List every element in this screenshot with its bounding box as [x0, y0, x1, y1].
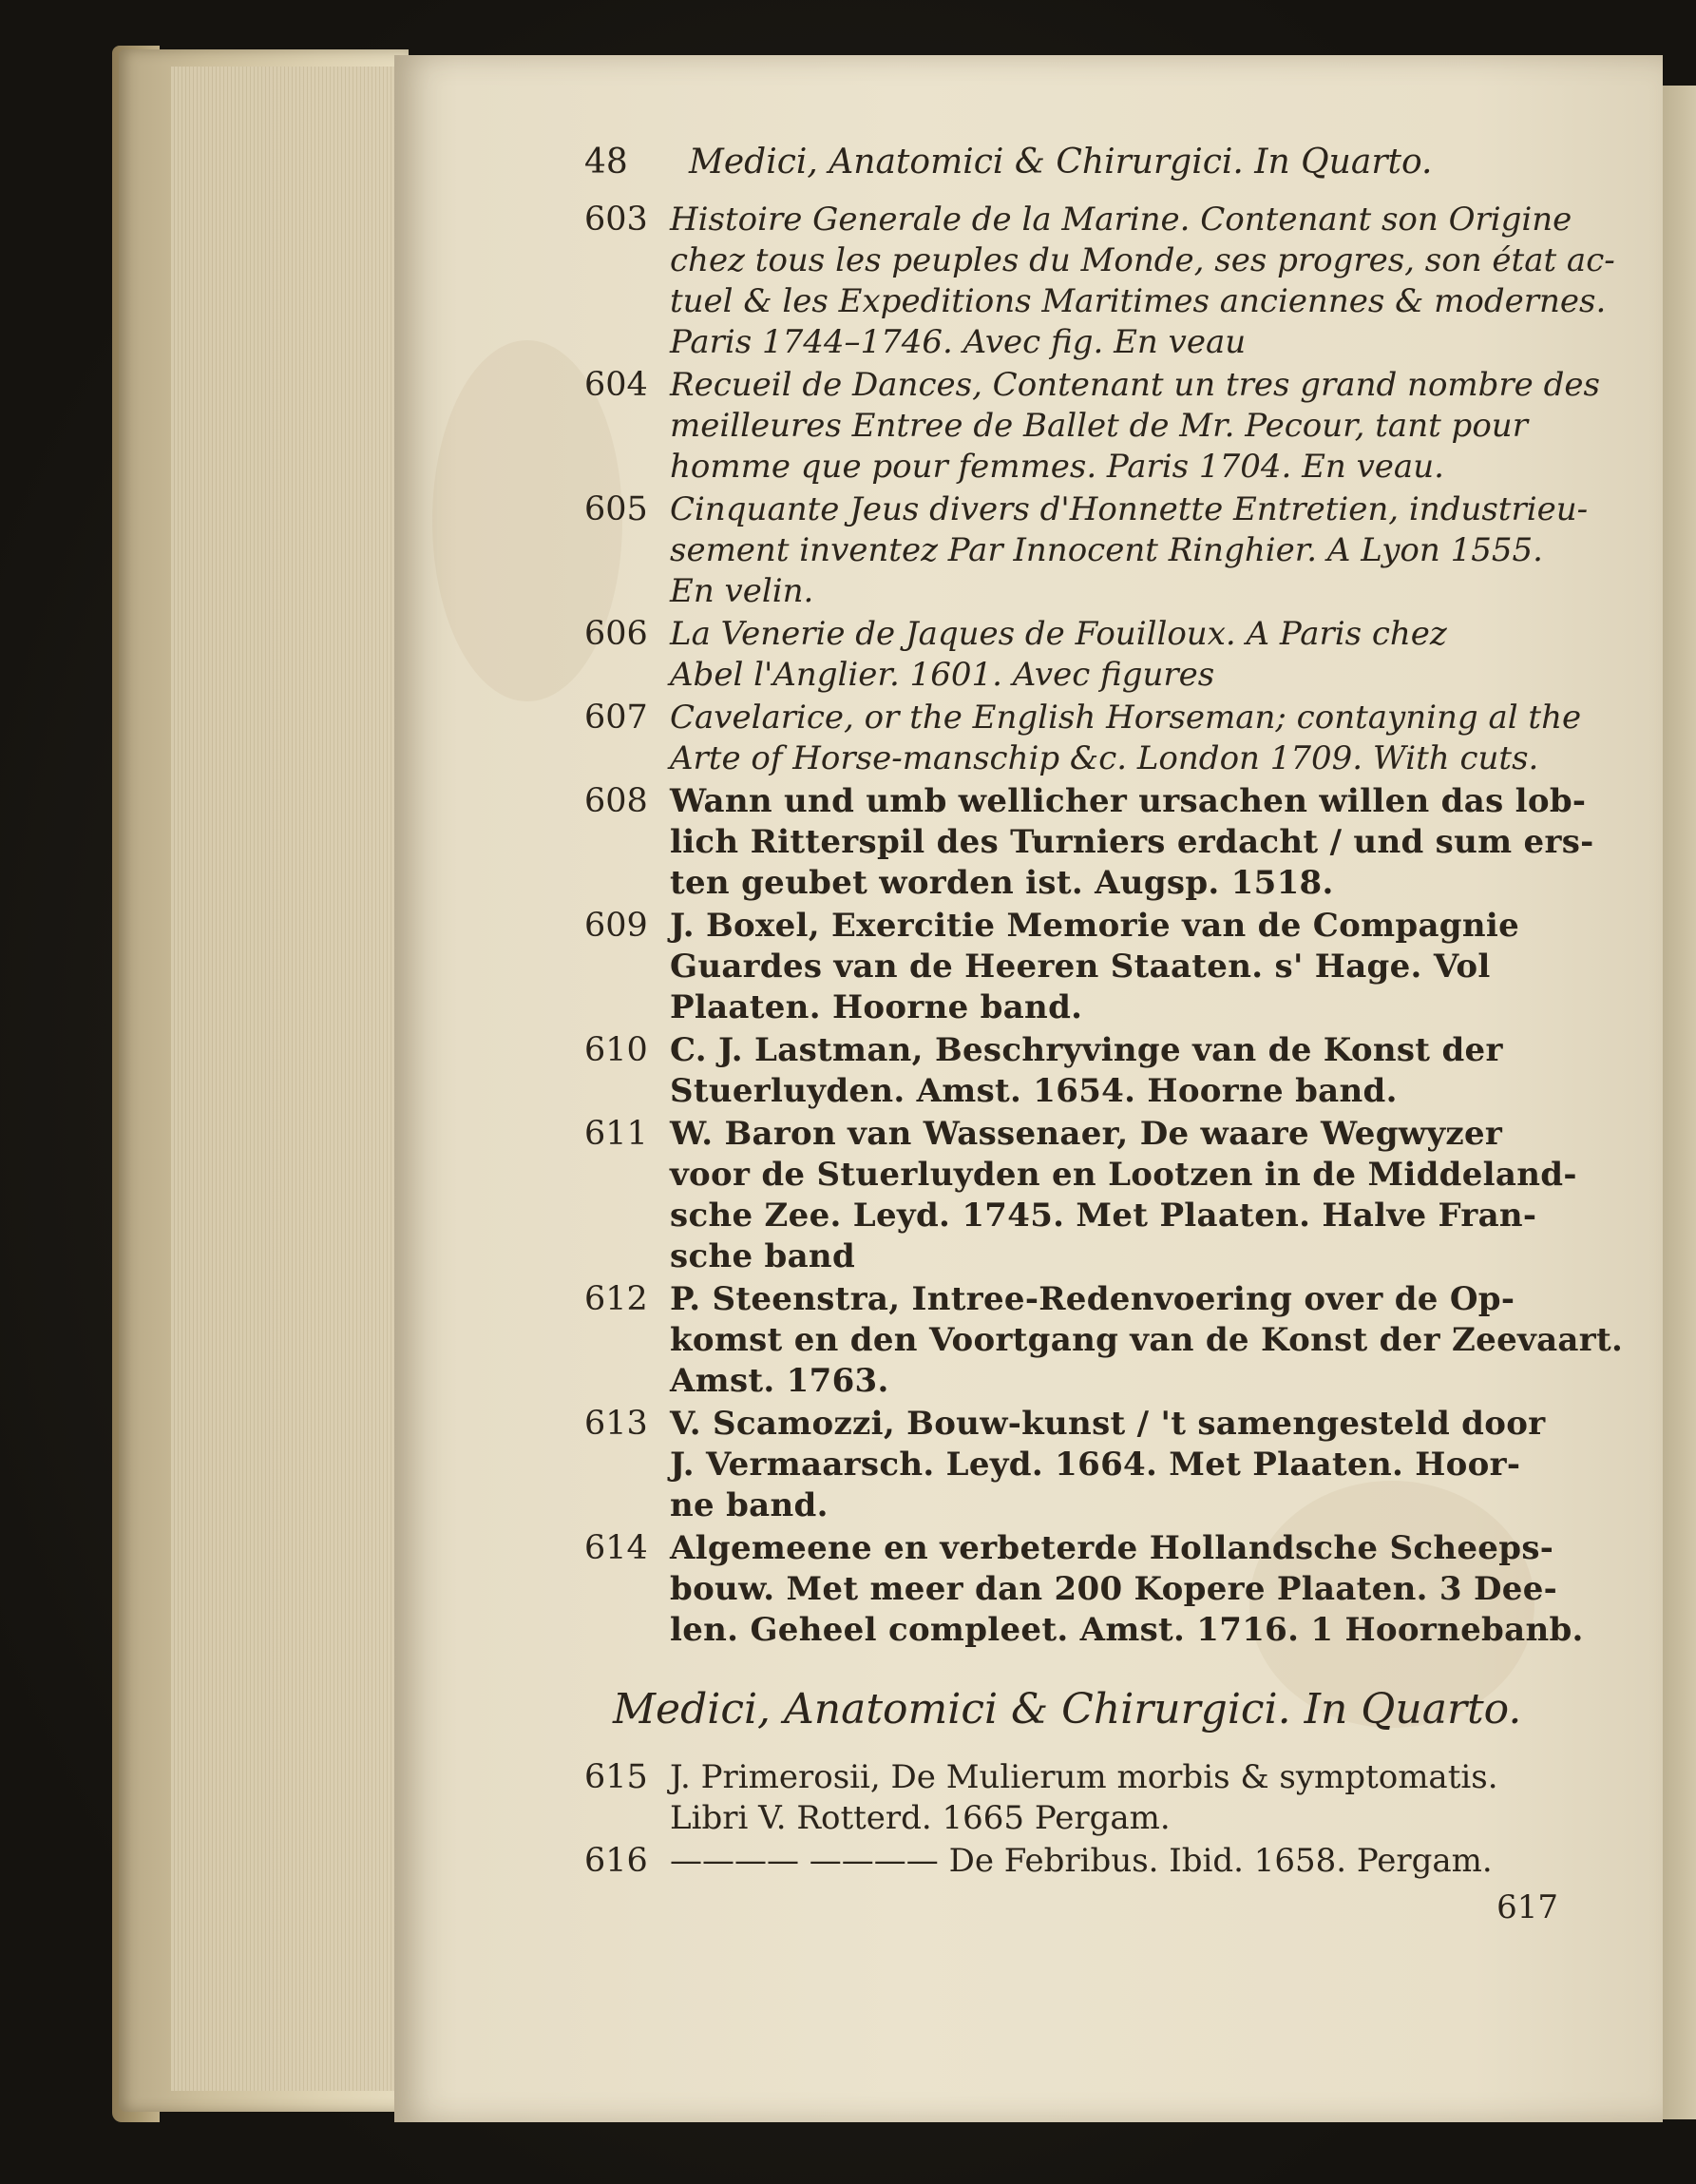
- entry-line: J. Primerosii, De Mulierum morbis & symptomatis.: [670, 1758, 1498, 1796]
- entry-line: Abel l'Anglier. 1601. Avec figures: [670, 656, 1215, 694]
- entry-line: sche Zee. Leyd. 1745. Met Plaaten. Halve Fran-: [670, 1197, 1537, 1235]
- entry-line: komst en den Voortgang van de Konst der Zeevaart.: [670, 1321, 1624, 1359]
- catalog-entry: [584, 365, 1600, 488]
- entry-line: Histoire Generale de la Marine. Contenant son Origine: [670, 201, 1572, 239]
- entry-line: Recueil de Dances, Contenant un tres grand nombre des: [670, 366, 1600, 404]
- entry-line: Plaaten. Hoorne band.: [670, 988, 1083, 1026]
- entry-line: Guardes van de Heeren Staaten. s' Hage. Vol: [670, 948, 1491, 986]
- entry-line: Amst. 1763.: [670, 1362, 889, 1400]
- catalog-entry: [584, 698, 1582, 779]
- entry-line: C. J. Lastman, Beschryvinge van de Konst der: [670, 1031, 1503, 1069]
- entry-line: sche band: [670, 1237, 856, 1275]
- catalog-entry: [584, 1114, 1577, 1277]
- entry-line: P. Steenstra, Intree-Redenvoering over de Op-: [670, 1280, 1515, 1318]
- catalog-entry: [584, 781, 1594, 904]
- entry-line: Cavelarice, or the English Horseman; contayning al the: [670, 699, 1582, 737]
- entry-number: 613: [584, 1405, 648, 1443]
- catalog-entry: [584, 1757, 1558, 1839]
- entry-line: Stuerluyden. Amst. 1654. Hoorne band.: [670, 1072, 1398, 1110]
- entry-number: 609: [584, 907, 648, 945]
- entry-line: Algemeene en verbeterde Hollandsche Scheeps-: [670, 1529, 1554, 1567]
- entry-line: Wann und umb wellicher ursachen willen das lob-: [670, 782, 1587, 820]
- entry-number: 604: [584, 366, 648, 404]
- catalog-entry: [584, 614, 1558, 696]
- entry-number: 610: [584, 1031, 648, 1069]
- catalog-entry: [584, 1404, 1558, 1526]
- entry-line: ne band.: [670, 1486, 829, 1524]
- catalog-entry: [584, 1279, 1624, 1402]
- entry-line: meilleures Entree de Ballet de Mr. Pecour, tant pour: [670, 407, 1528, 445]
- running-header: [584, 133, 1558, 200]
- entry-line: len. Geheel compleet. Amst. 1716. 1 Hoornebanb.: [670, 1611, 1584, 1649]
- entry-line: V. Scamozzi, Bouw-kunst / 't samengesteld door: [670, 1405, 1546, 1443]
- entry-number: 603: [584, 201, 648, 239]
- entry-line: sement inventez Par Innocent Ringhier. A Lyon 1555.: [670, 531, 1543, 569]
- catchword: 617: [1496, 1888, 1558, 1926]
- entry-line: Arte of Horse-manschip &c. London 1709. With cuts.: [670, 739, 1539, 777]
- page-content: [584, 133, 1624, 1926]
- catalog-entry: [584, 1841, 1558, 1882]
- section-heading: Medici, Anatomici & Chirurgici. In Quarto.: [613, 1685, 1522, 1734]
- entry-number: 616: [584, 1842, 648, 1880]
- entry-number: 615: [584, 1758, 648, 1796]
- catalog-entry: [584, 906, 1558, 1028]
- catalog-entry: [584, 1030, 1558, 1112]
- running-title: Medici, Anatomici & Chirurgici. In Quarto.: [689, 143, 1433, 182]
- entry-line: La Venerie de Jaques de Fouilloux. A Paris chez: [670, 615, 1447, 653]
- entry-number: 606: [584, 615, 648, 653]
- entry-number: 608: [584, 782, 648, 820]
- entry-line: chez tous les peuples du Monde, ses progres, son état ac-: [670, 241, 1615, 279]
- entry-line: J. Vermaarsch. Leyd. 1664. Met Plaaten. Hoor-: [670, 1446, 1521, 1484]
- entry-number: 612: [584, 1280, 648, 1318]
- page-number: 48: [584, 143, 628, 182]
- entry-line: ———— ———— De Febribus. Ibid. 1658. Pergam.: [670, 1842, 1493, 1880]
- entry-line: homme que pour femmes. Paris 1704. En veau.: [670, 448, 1444, 486]
- entry-line: Libri V. Rotterd. 1665 Pergam.: [670, 1799, 1171, 1837]
- entry-number: 614: [584, 1529, 648, 1567]
- entry-number: 611: [584, 1115, 648, 1153]
- entry-line: bouw. Met meer dan 200 Kopere Plaaten. 3 Dee-: [670, 1570, 1558, 1608]
- catalog-entry: [584, 489, 1589, 612]
- catalog-entry: [584, 200, 1615, 363]
- entry-line: lich Ritterspil des Turniers erdacht / und sum ers-: [670, 823, 1594, 861]
- entry-line: En velin.: [670, 572, 814, 610]
- entry-line: W. Baron van Wassenaer, De waare Wegwyzer: [670, 1115, 1503, 1153]
- entry-line: voor de Stuerluyden en Lootzen in de Middeland-: [670, 1156, 1577, 1194]
- entry-line: J. Boxel, Exercitie Memorie van de Compagnie: [670, 907, 1520, 945]
- entry-line: tuel & les Expeditions Maritimes anciennes & modernes.: [670, 282, 1607, 320]
- entry-line: ten geubet worden ist. Augsp. 1518.: [670, 864, 1334, 902]
- catalog-entry: [584, 1528, 1584, 1651]
- entry-number: 605: [584, 490, 648, 528]
- entry-number: 607: [584, 699, 648, 737]
- entry-line: Paris 1744–1746. Avec fig. En veau: [670, 323, 1247, 361]
- entry-line: Cinquante Jeus divers d'Honnette Entretien, industrieu-: [670, 490, 1589, 528]
- page-edges: [171, 67, 394, 2091]
